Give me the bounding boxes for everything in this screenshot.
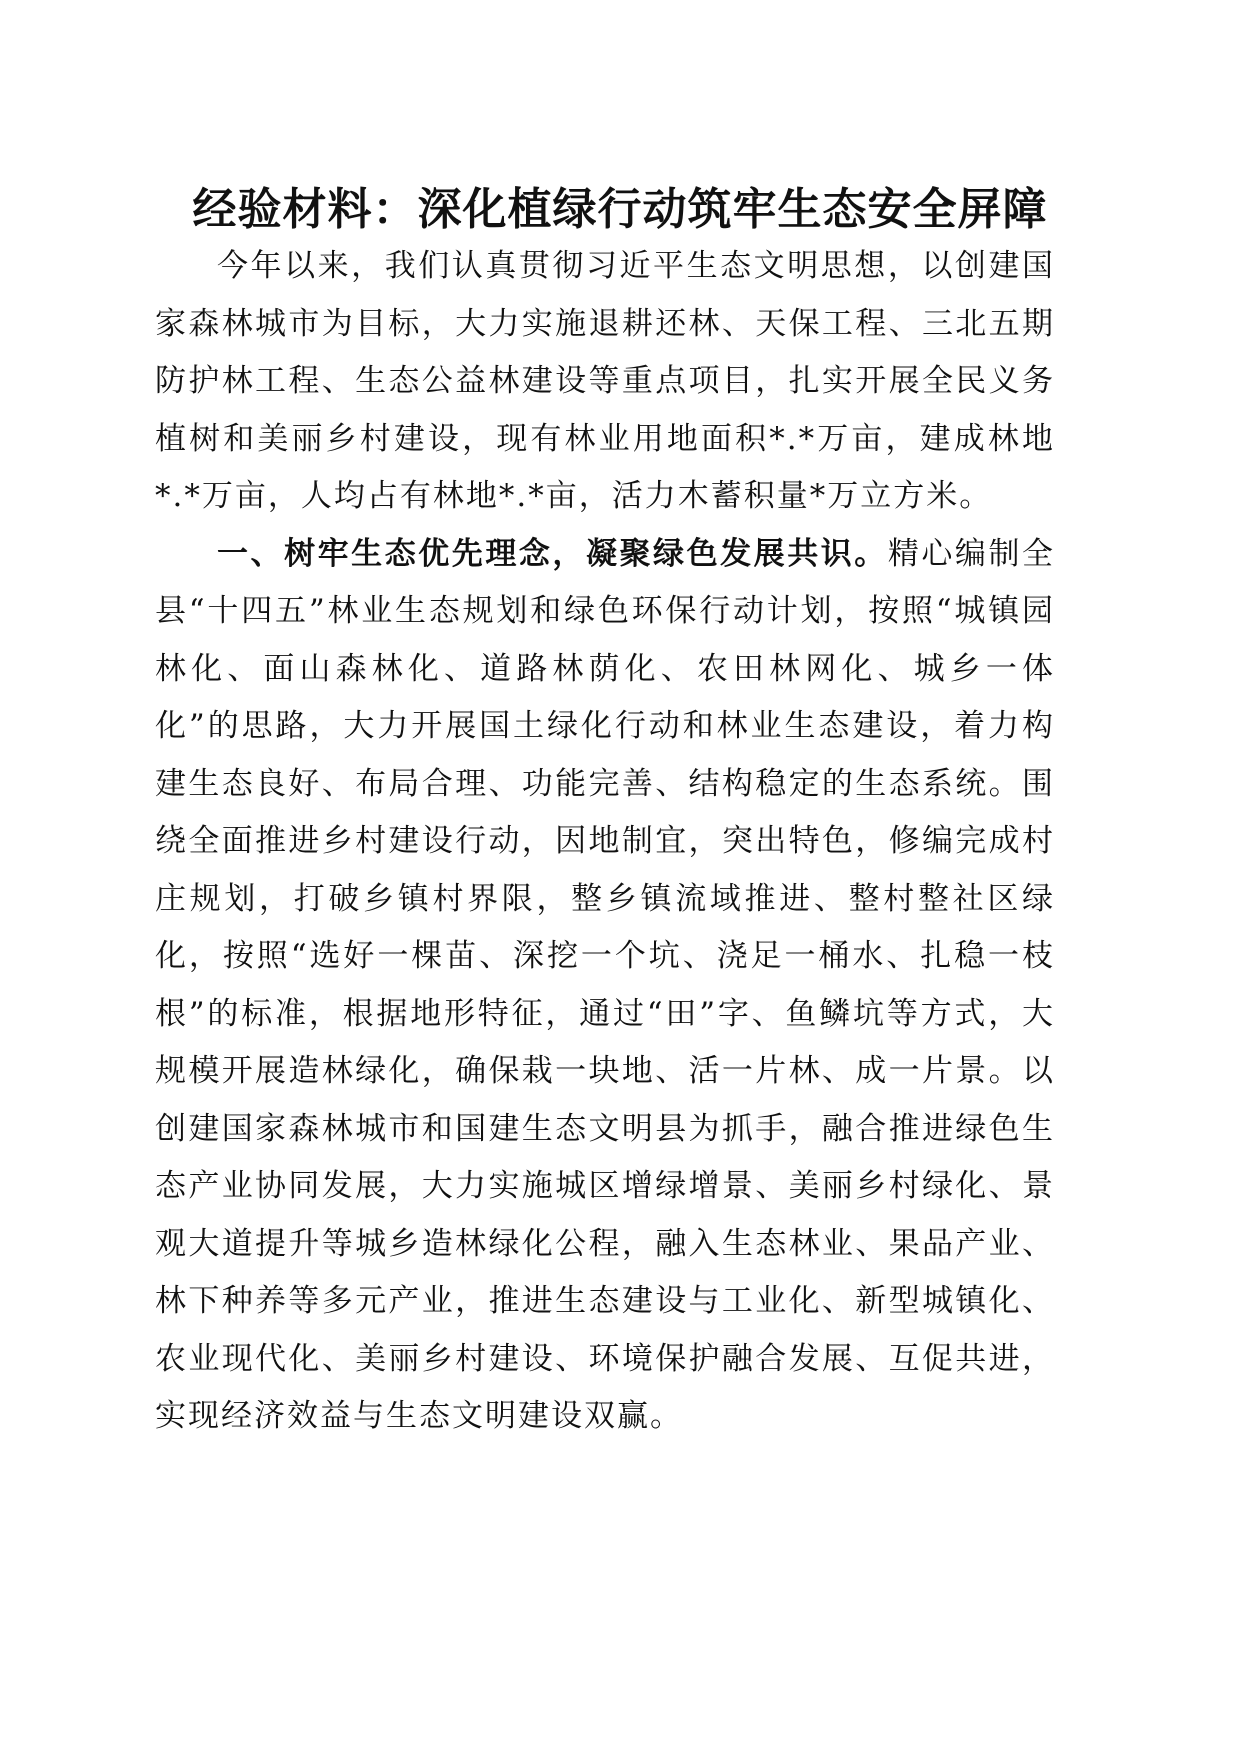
document-title: 经验材料：深化植绿行动筑牢生态安全屏障 xyxy=(192,184,1048,235)
section-one-text: 精心编制全县“十四五”林业生态规划和绿色环保行动计划，按照“城镇园林化、面山森林化、道路林荫化、农田林网化、城乡一体化”的思路，大力开展国土绿化行动和林业生态建设，着力构建生态良好、布局合理、功能完善、结构稳定的生态系统。围绕全面推进乡村建设行动，因地制宜，突出特色，修编完成村庄规划，打破乡镇村界限，整乡镇流域推进、整村整社区绿化，按照“选好一棵苗、深挖一个坑、浇足一桶水、扎稳一枝根”的标准，根据地形特征，通过“田”字、鱼鳞坑等方式，大规模开展造林绿化，确保栽一块地、活一片林、成一片景。以创建国家森林城市和国建生态文明县为抓手，融合推进绿色生态产业协同发展，大力实施城区增绿增景、美丽乡村绿化、景观大道提升等城乡造林绿化公程，融入生态林业、果品产业、林下种养等多元产业，推进生态建设与工业化、新型城镇化、农业现代化、美丽乡村建设、环境保护融合发展、互促共进，实现经济效益与生态文明建设双赢。 xyxy=(155,535,1056,1434)
document-body xyxy=(155,238,1055,1446)
section-one-heading: 一、树牢生态优先理念，凝聚绿色发展共识。 xyxy=(217,535,888,572)
intro-paragraph-text: 今年以来，我们认真贯彻习近平生态文明思想，以创建国家森林城市为目标，大力实施退耕还林、天保工程、三北五期防护林工程、生态公益林建设等重点项目，扎实开展全民义务植树和美丽乡村建设，现有林业用地面积*.*万亩，建成林地*.*万亩，人均占有林地*.*亩，活力木蓄积量*万立方米。 xyxy=(155,248,1055,514)
intro-paragraph xyxy=(155,238,1055,526)
section-one-paragraph xyxy=(155,526,1055,1446)
